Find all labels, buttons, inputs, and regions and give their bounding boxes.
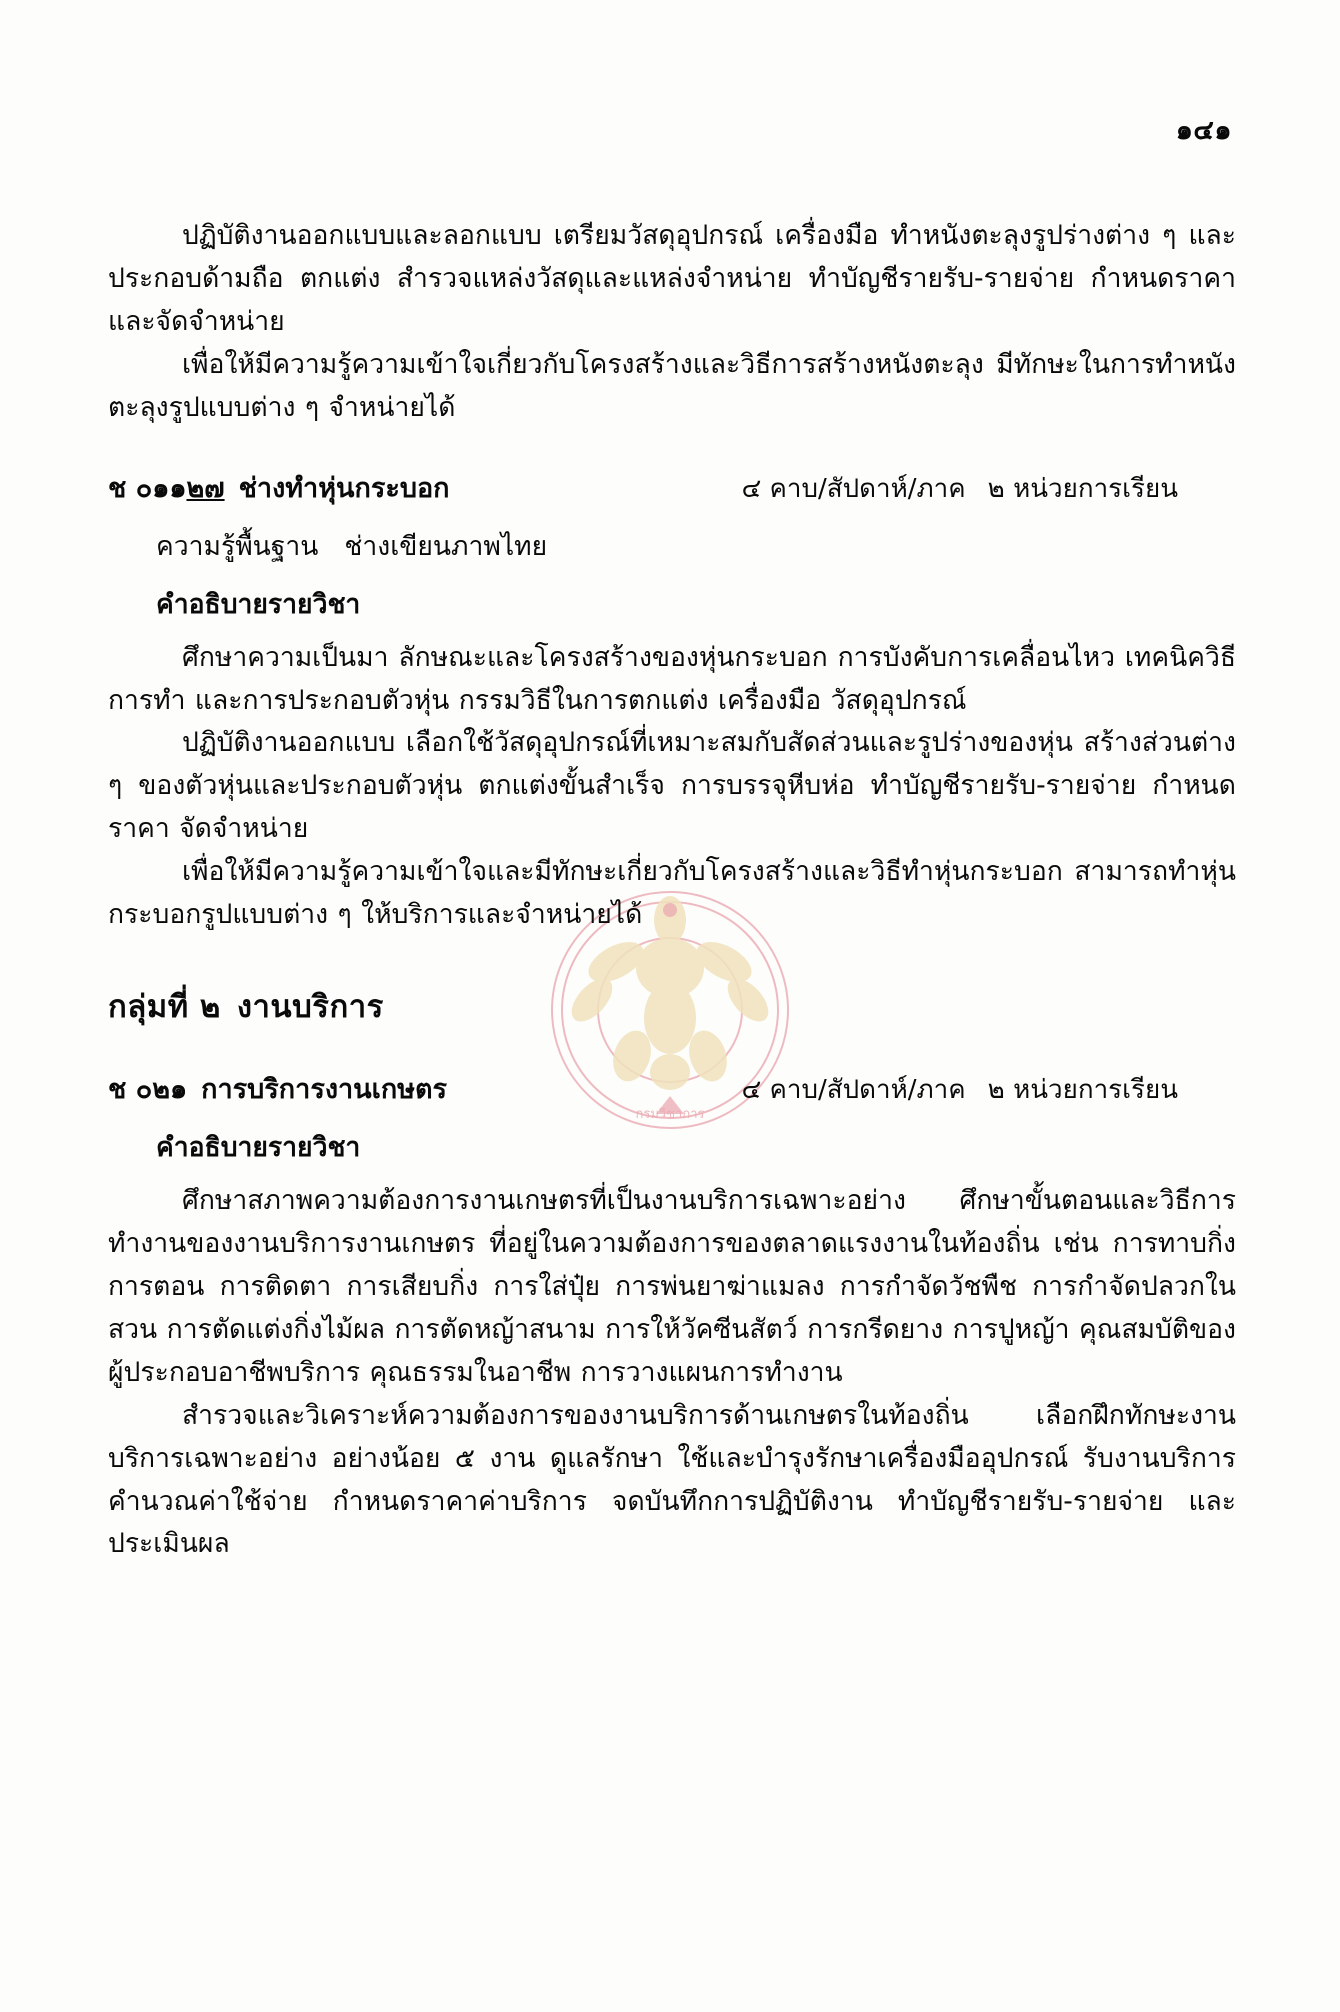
course-heading-2: [108, 1067, 1236, 1110]
prerequisite-line-1: [156, 525, 1236, 567]
group-heading: [108, 981, 1236, 1031]
course-code-2: [108, 1067, 187, 1110]
course-periods-1: ๔ คาบ/สัปดาห์/ภาค: [741, 473, 966, 504]
course-code-prefix: ช ๐๑๑: [108, 472, 187, 504]
paragraph: ศึกษาสภาพความต้องการงานเกษตรที่เป็นงานบริการเฉพาะอย่าง ศึกษาขั้นตอนและวิธีการทำงานของงานบริการงานเกษตร ที่อยู่ในความต้องการของตลาดแรงงานในท้องถิ่น เช่น การทาบกิ่ง การตอน การติดตา การเสียบกิ่ง การใส่ปุ๋ย การพ่นยาฆ่าแมลง การกำจัดวัชพืช การกำจัดปลวกในสวน การตัดแต่งกิ่งไม้ผล การตัดหญ้าสนาม การให้วัคซีนสัตว์ การกรีดยาง การปูหญ้า คุณสมบัติของผู้ประกอบอาชีพบริการ คุณธรรมในอาชีพ การวางแผนการทำงาน: [108, 1185, 1236, 1388]
paragraph: เพื่อให้มีความรู้ความเข้าใจเกี่ยวกับโครงสร้างและวิธีการสร้างหนังตะลุง มีทักษะในการทำหนังตะลุงรูปแบบต่าง ๆ จำหน่ายได้: [108, 348, 1236, 423]
course-title-1: ช่างทำหุ่นกระบอก: [238, 472, 450, 504]
prerequisite-label: ความรู้พื้นฐาน: [156, 530, 319, 562]
course-credits-1: ๒ หน่วยการเรียน: [987, 473, 1178, 504]
course-code-prefix: ช ๐๒๑: [108, 1074, 188, 1106]
course-title-2: การบริการงานเกษตร: [201, 1074, 448, 1106]
course-code-1: [108, 466, 225, 509]
group-name: งานบริการ: [236, 989, 384, 1026]
course-credits-2: ๒ หน่วยการเรียน: [987, 1075, 1178, 1106]
course-periods-2: ๔ คาบ/สัปดาห์/ภาค: [741, 1075, 966, 1106]
description-label-1: คำอธิบายรายวิชา: [156, 588, 361, 620]
paragraph: ศึกษาความเป็นมา ลักษณะและโครงสร้างของหุ่นกระบอก การบังคับการเคลื่อนไหว เทคนิควิธีการทำ และการประกอบตัวหุ่น กรรมวิธีในการตกแต่ง เครื่องมือ วัสดุอุปกรณ์: [108, 641, 1236, 716]
paragraph: เพื่อให้มีความรู้ความเข้าใจและมีทักษะเกี่ยวกับโครงสร้างและวิธีทำหุ่นกระบอก สามารถทำหุ่นกระบอกรูปแบบต่าง ๆ ให้บริการและจำหน่ายได้: [108, 856, 1236, 931]
paragraph: ปฏิบัติงานออกแบบและลอกแบบ เตรียมวัสดุอุปกรณ์ เครื่องมือ ทำหนังตะลุงรูปร่างต่าง ๆ และประกอบด้ามถือ ตกแต่ง สำรวจแหล่งวัสดุและแหล่งจำหน่าย ทำบัญชีรายรับ-รายจ่าย กำหนดราคา และจัดจำหน่าย: [108, 220, 1236, 337]
course-meta-2: [742, 1069, 1236, 1110]
paragraph: สำรวจและวิเคราะห์ความต้องการของงานบริการด้านเกษตรในท้องถิ่น เลือกฝึกทักษะงานบริการเฉพาะอย่าง อย่างน้อย ๕ งาน ดูแลรักษา ใช้และบำรุงรักษาเครื่องมืออุปกรณ์ รับงานบริการ คำนวณค่าใช้จ่าย กำหนดราคาค่าบริการ จดบันทึกการปฏิบัติงาน ทำบัญชีรายรับ-รายจ่าย และประเมินผล: [108, 1399, 1236, 1560]
page-number: ๑๔๑: [1175, 115, 1232, 146]
paragraph: ปฏิบัติงานออกแบบ เลือกใช้วัสดุอุปกรณ์ที่เหมาะสมกับสัดส่วนและรูปร่างของหุ่น สร้างส่วนต่าง ๆ ของตัวหุ่นและประกอบตัวหุ่น ตกแต่งขั้นสำเร็จ การบรรจุหีบห่อ ทำบัญชีรายรับ-รายจ่าย กำหนดราคา จัดจำหน่าย: [108, 727, 1236, 845]
description-label-2: คำอธิบายรายวิชา: [156, 1132, 361, 1164]
course-code-suffix: ๒๗: [186, 472, 225, 504]
document-body: [108, 215, 1236, 1566]
group-label: กลุ่มที่ ๒: [108, 989, 221, 1026]
prerequisite-value: ช่างเขียนภาพไทย: [344, 530, 548, 562]
svg-text:กรมวิชาการ: กรมวิชาการ: [635, 1107, 705, 1122]
course-heading-1: [108, 466, 1236, 509]
course-meta-1: [742, 468, 1236, 509]
